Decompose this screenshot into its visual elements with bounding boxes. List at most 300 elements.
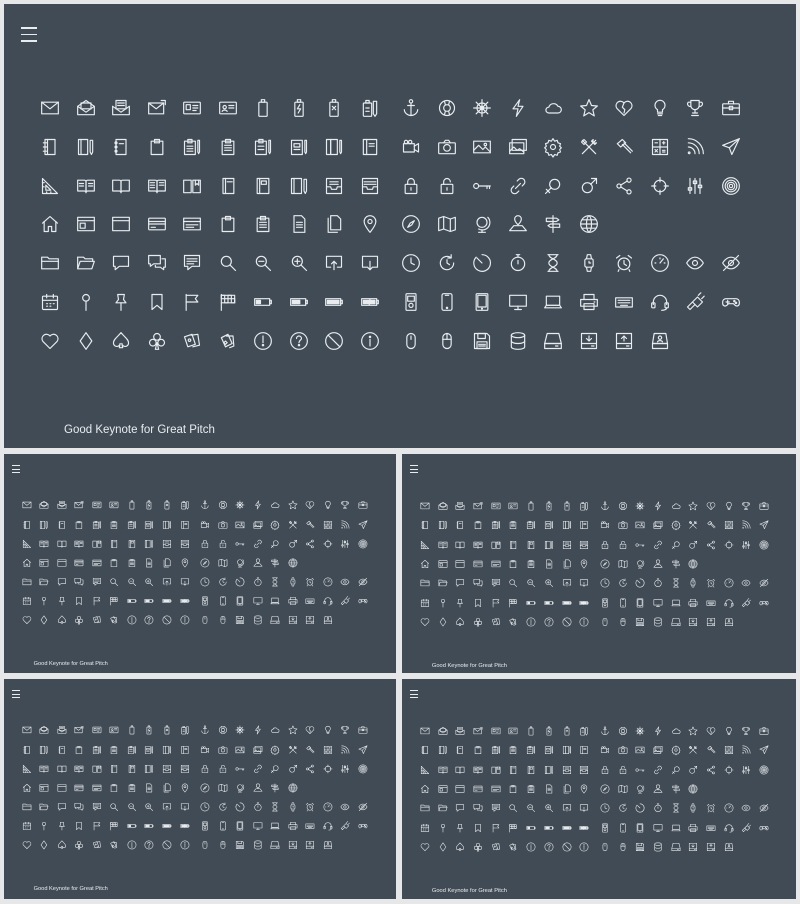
- message-text-icon: [489, 577, 502, 590]
- credit-card-icon: [73, 556, 86, 569]
- envelope-icon: [418, 499, 431, 512]
- info-circle-icon: [178, 614, 191, 627]
- search-icon: [507, 802, 520, 815]
- slide-thumbnail-4[interactable]: [402, 679, 796, 899]
- laptop-icon: [669, 596, 682, 609]
- folder-open-icon: [436, 577, 449, 590]
- lightbulb-icon: [647, 95, 673, 121]
- battery-charging-icon: [143, 724, 156, 737]
- male-icon: [286, 537, 299, 550]
- camera-icon: [216, 518, 229, 531]
- lifebuoy-icon: [216, 724, 229, 737]
- push-pin-icon: [73, 289, 99, 315]
- battery-charge-icon: [178, 820, 191, 833]
- clipboard-pen-icon: [525, 519, 538, 532]
- thumbtack-icon: [55, 595, 68, 608]
- book-pen-icon: [143, 537, 156, 550]
- battery-pen-icon: [578, 724, 591, 737]
- mouse-icon: [598, 840, 611, 853]
- briefcase-icon: [758, 724, 771, 737]
- pictures-icon: [251, 518, 264, 531]
- stopwatch-icon: [651, 577, 664, 590]
- upload-box-icon: [560, 577, 573, 590]
- chat-bubble-icon: [108, 250, 134, 276]
- link-icon: [651, 538, 664, 551]
- folder-open-icon: [38, 576, 51, 589]
- usb-drive-icon: [339, 820, 352, 833]
- document-icon: [286, 211, 312, 237]
- male-icon: [286, 762, 299, 775]
- notepad-icon: [178, 743, 191, 756]
- calculator-icon: [722, 519, 735, 532]
- printer-icon: [687, 596, 700, 609]
- notebook-icon: [418, 519, 431, 532]
- card-icon: [90, 556, 103, 569]
- hamburger-menu-icon[interactable]: [410, 465, 418, 472]
- usb-drive-icon: [339, 595, 352, 608]
- picture-icon: [634, 519, 647, 532]
- clipboard-blank-icon: [108, 781, 121, 794]
- eye-icon: [339, 801, 352, 814]
- envelope-icon: [20, 499, 33, 512]
- star-icon: [687, 724, 700, 737]
- document-list-icon: [125, 556, 138, 569]
- map-pin-icon: [357, 211, 383, 237]
- calendar-icon: [20, 820, 33, 833]
- inbox-stack-icon: [357, 173, 383, 199]
- chat-bubbles-icon: [73, 576, 86, 589]
- monitor-icon: [651, 821, 664, 834]
- documents-icon: [321, 211, 347, 237]
- envelope-letter-icon: [454, 499, 467, 512]
- hourglass-icon: [269, 576, 282, 589]
- open-book-icon: [436, 538, 449, 551]
- inbox-tray-icon: [321, 173, 347, 199]
- message-text-icon: [90, 576, 103, 589]
- anchor-icon: [398, 95, 424, 121]
- book-open-icon: [525, 763, 538, 776]
- slide-thumbnail-1[interactable]: [4, 454, 396, 673]
- smartphone-icon: [616, 596, 629, 609]
- slide-thumbnail-2[interactable]: [402, 454, 796, 673]
- zoom-in-icon: [542, 802, 555, 815]
- playing-cards-icon: [489, 615, 502, 628]
- calendar-icon: [418, 821, 431, 834]
- map-location-icon: [251, 556, 264, 569]
- card-icon: [489, 782, 502, 795]
- laptop-icon: [269, 595, 282, 608]
- notebook-rings-icon: [55, 518, 68, 531]
- folder-icon: [20, 801, 33, 814]
- video-camera-icon: [199, 518, 212, 531]
- hammer-icon: [304, 743, 317, 756]
- refresh-clock-icon: [616, 577, 629, 590]
- playing-cards-fan-icon: [215, 328, 241, 354]
- notepad-pen-icon: [161, 743, 174, 756]
- eye-icon: [740, 802, 753, 815]
- timer-icon: [234, 576, 247, 589]
- database-icon: [251, 839, 264, 852]
- map-icon: [616, 782, 629, 795]
- playing-cards-fan-icon: [108, 839, 121, 852]
- slide-caption: Good Keynote for Great Pitch: [431, 888, 507, 895]
- lightning-icon: [505, 95, 531, 121]
- open-envelope-icon: [38, 499, 51, 512]
- monitor-icon: [651, 596, 664, 609]
- envelope-arrow-icon: [73, 724, 86, 737]
- zoom-out-icon: [250, 250, 276, 276]
- refresh-clock-icon: [216, 576, 229, 589]
- book-icon: [108, 537, 121, 550]
- eye-icon: [339, 576, 352, 589]
- clipboard-text-icon: [108, 743, 121, 756]
- lightbulb-icon: [722, 724, 735, 737]
- folder-icon: [37, 250, 63, 276]
- forbidden-icon: [560, 840, 573, 853]
- folder-icon: [418, 577, 431, 590]
- anchor-icon: [199, 724, 212, 737]
- notepad-pen-icon: [560, 519, 573, 532]
- info-circle-icon: [578, 840, 591, 853]
- compass-icon: [598, 782, 611, 795]
- female-icon: [540, 173, 566, 199]
- speedometer-icon: [321, 576, 334, 589]
- clipboard-check-icon: [143, 743, 156, 756]
- lifebuoy-icon: [216, 499, 229, 512]
- clipboard-text-icon: [215, 134, 241, 160]
- tablet-icon: [469, 289, 495, 315]
- document-list-icon: [125, 781, 138, 794]
- envelope-letter-icon: [55, 724, 68, 737]
- battery-pen-icon: [178, 724, 191, 737]
- paper-plane-icon: [718, 134, 744, 160]
- card-icon: [90, 781, 103, 794]
- id-card-icon: [90, 499, 103, 512]
- clipboard-blank-icon: [507, 557, 520, 570]
- alarm-clock-icon: [705, 802, 718, 815]
- calculator-icon: [321, 518, 334, 531]
- envelope-icon: [20, 724, 33, 737]
- id-card-icon: [489, 724, 502, 737]
- book-icon: [215, 173, 241, 199]
- music-player-icon: [199, 820, 212, 833]
- open-book-text-icon: [144, 173, 170, 199]
- forbidden-icon: [161, 839, 174, 852]
- ship-wheel-icon: [469, 95, 495, 121]
- bookmark-icon: [472, 596, 485, 609]
- paper-plane-icon: [758, 744, 771, 757]
- broken-heart-icon: [304, 724, 317, 737]
- battery-empty-icon: [525, 724, 538, 737]
- rss-icon: [740, 744, 753, 757]
- zoom-in-icon: [143, 576, 156, 589]
- globe-icon: [687, 782, 700, 795]
- trophy-icon: [339, 724, 352, 737]
- browser-window-icon: [38, 556, 51, 569]
- battery-empty-icon: [250, 95, 276, 121]
- inbox-stack-icon: [578, 538, 591, 551]
- open-envelope-icon: [436, 724, 449, 737]
- diamond-icon: [73, 328, 99, 354]
- forbidden-icon: [161, 614, 174, 627]
- envelope-icon: [37, 95, 63, 121]
- drive-download-icon: [687, 615, 700, 628]
- inbox-tray-icon: [560, 538, 573, 551]
- alert-circle-icon: [525, 840, 538, 853]
- book-pen-icon: [542, 763, 555, 776]
- mouse-icon: [398, 328, 424, 354]
- timer-icon: [634, 577, 647, 590]
- globe-stand-icon: [234, 556, 247, 569]
- credit-card-icon: [144, 211, 170, 237]
- paper-plane-icon: [356, 518, 369, 531]
- gamepad-icon: [356, 820, 369, 833]
- briefcase-icon: [356, 724, 369, 737]
- hard-drive-icon: [269, 839, 282, 852]
- printer-icon: [286, 595, 299, 608]
- camera-icon: [434, 134, 460, 160]
- map-location-icon: [651, 782, 664, 795]
- browser-window-icon: [38, 781, 51, 794]
- book-bookmark-icon: [489, 538, 502, 551]
- map-pin-icon: [178, 781, 191, 794]
- playing-cards-icon: [90, 614, 103, 627]
- usb-drive-icon: [740, 821, 753, 834]
- battery-low-icon: [525, 821, 538, 834]
- flag-icon: [90, 595, 103, 608]
- battery-empty-icon: [125, 499, 138, 512]
- book-open-icon: [125, 537, 138, 550]
- battery-high-icon: [161, 595, 174, 608]
- notebook-pen-icon: [436, 744, 449, 757]
- browser-icon: [108, 211, 134, 237]
- eye-off-icon: [356, 801, 369, 814]
- gamepad-icon: [758, 821, 771, 834]
- drive-upload-icon: [705, 840, 718, 853]
- hamburger-menu-icon[interactable]: [12, 690, 20, 697]
- alert-circle-icon: [125, 614, 138, 627]
- help-circle-icon: [542, 840, 555, 853]
- mouse-buttons-icon: [216, 839, 229, 852]
- bookmark-icon: [472, 821, 485, 834]
- bookmark-icon: [73, 595, 86, 608]
- battery-low-icon: [125, 595, 138, 608]
- eye-off-icon: [356, 576, 369, 589]
- printer-icon: [687, 821, 700, 834]
- signpost-icon: [540, 211, 566, 237]
- notepad-icon: [357, 134, 383, 160]
- book-icon: [507, 538, 520, 551]
- target-icon: [356, 537, 369, 550]
- refresh-clock-icon: [434, 250, 460, 276]
- battery-charge-icon: [578, 596, 591, 609]
- open-book-blank-icon: [55, 762, 68, 775]
- notepad-pen-icon: [161, 518, 174, 531]
- clock-icon: [598, 802, 611, 815]
- battery-charging-icon: [143, 499, 156, 512]
- battery-low-icon: [250, 289, 276, 315]
- ruler-triangle-icon: [418, 538, 431, 551]
- share-icon: [611, 173, 637, 199]
- spade-icon: [55, 614, 68, 627]
- camera-icon: [616, 519, 629, 532]
- cloud-icon: [669, 499, 682, 512]
- speedometer-icon: [722, 802, 735, 815]
- wristwatch-icon: [687, 577, 700, 590]
- slide-thumbnail-3[interactable]: [4, 679, 396, 899]
- forbidden-icon: [560, 615, 573, 628]
- checkered-flag-icon: [108, 820, 121, 833]
- flag-icon: [489, 821, 502, 834]
- message-text-icon: [179, 250, 205, 276]
- flag-icon: [489, 596, 502, 609]
- documents-icon: [560, 557, 573, 570]
- timer-icon: [234, 801, 247, 814]
- broken-heart-icon: [705, 724, 718, 737]
- notepad-icon: [578, 519, 591, 532]
- eye-off-icon: [758, 577, 771, 590]
- lifebuoy-icon: [616, 499, 629, 512]
- battery-pen-icon: [178, 499, 191, 512]
- slide-caption: Good Keynote for Great Pitch: [33, 886, 108, 893]
- eye-icon: [740, 577, 753, 590]
- target-icon: [356, 762, 369, 775]
- camera-icon: [216, 743, 229, 756]
- thumbtack-icon: [55, 820, 68, 833]
- crosshair-icon: [722, 763, 735, 776]
- clipboard-blank-icon: [507, 782, 520, 795]
- gear-icon: [540, 134, 566, 160]
- eye-off-icon: [758, 802, 771, 815]
- notepad-icon: [178, 518, 191, 531]
- speedometer-icon: [321, 801, 334, 814]
- gear-icon: [269, 743, 282, 756]
- lightbulb-icon: [722, 499, 735, 512]
- hamburger-menu-icon[interactable]: [12, 465, 20, 472]
- female-icon: [269, 762, 282, 775]
- tablet-icon: [234, 595, 247, 608]
- battery-high-icon: [161, 820, 174, 833]
- headset-icon: [722, 821, 735, 834]
- zoom-out-icon: [125, 801, 138, 814]
- video-camera-icon: [398, 134, 424, 160]
- floppy-disk-icon: [234, 614, 247, 627]
- inbox-tray-icon: [560, 763, 573, 776]
- pictures-icon: [651, 744, 664, 757]
- stopwatch-icon: [505, 250, 531, 276]
- search-icon: [108, 801, 121, 814]
- wristwatch-icon: [286, 801, 299, 814]
- map-icon: [616, 557, 629, 570]
- monitor-icon: [505, 289, 531, 315]
- hourglass-icon: [540, 250, 566, 276]
- notebook-pen-icon: [38, 518, 51, 531]
- slide-caption: Good Keynote for Great Pitch: [431, 663, 507, 670]
- refresh-clock-icon: [616, 802, 629, 815]
- hourglass-icon: [269, 801, 282, 814]
- diamond-icon: [436, 615, 449, 628]
- clipboard-blank-icon: [108, 556, 121, 569]
- push-pin-icon: [436, 596, 449, 609]
- share-icon: [304, 537, 317, 550]
- message-text-icon: [489, 802, 502, 815]
- timer-icon: [469, 250, 495, 276]
- rss-icon: [339, 743, 352, 756]
- unlock-icon: [616, 763, 629, 776]
- info-circle-icon: [357, 328, 383, 354]
- battery-charging-icon: [542, 499, 555, 512]
- notepad-icon: [578, 744, 591, 757]
- notebook-rings-icon: [108, 134, 134, 160]
- thumbtack-icon: [454, 596, 467, 609]
- folder-icon: [418, 802, 431, 815]
- rss-icon: [740, 519, 753, 532]
- hammer-icon: [611, 134, 637, 160]
- anchor-icon: [598, 724, 611, 737]
- book-pen-icon: [286, 173, 312, 199]
- document-icon: [143, 556, 156, 569]
- document-list-icon: [250, 211, 276, 237]
- battery-full-icon: [560, 499, 573, 512]
- hamburger-menu-icon[interactable]: [21, 27, 37, 42]
- video-camera-icon: [199, 743, 212, 756]
- checkered-flag-icon: [215, 289, 241, 315]
- broken-heart-icon: [611, 95, 637, 121]
- monitor-icon: [251, 820, 264, 833]
- alarm-clock-icon: [304, 576, 317, 589]
- download-box-icon: [578, 577, 591, 590]
- battery-charging-icon: [286, 95, 312, 121]
- bookmark-icon: [73, 820, 86, 833]
- hamburger-menu-icon[interactable]: [410, 690, 418, 697]
- checkered-flag-icon: [108, 595, 121, 608]
- browser-window-icon: [73, 211, 99, 237]
- map-pin-icon: [578, 782, 591, 795]
- music-player-icon: [598, 596, 611, 609]
- clipboard-text-icon: [108, 518, 121, 531]
- unlock-icon: [616, 538, 629, 551]
- trophy-icon: [740, 499, 753, 512]
- club-icon: [472, 615, 485, 628]
- floppy-disk-icon: [634, 615, 647, 628]
- info-circle-icon: [178, 839, 191, 852]
- main-slide-preview[interactable]: [4, 4, 796, 448]
- lightning-icon: [251, 499, 264, 512]
- playing-cards-icon: [90, 839, 103, 852]
- inbox-stack-icon: [178, 762, 191, 775]
- battery-medium-icon: [286, 289, 312, 315]
- battery-empty-icon: [525, 499, 538, 512]
- monitor-icon: [251, 595, 264, 608]
- clipboard-pen-icon: [250, 134, 276, 160]
- camera-icon: [616, 744, 629, 757]
- crosshair-icon: [722, 538, 735, 551]
- smartphone-icon: [216, 595, 229, 608]
- zoom-in-icon: [143, 801, 156, 814]
- crosshair-icon: [321, 762, 334, 775]
- star-icon: [286, 499, 299, 512]
- zoom-in-icon: [542, 577, 555, 590]
- open-book-text-icon: [73, 537, 86, 550]
- heart-icon: [418, 840, 431, 853]
- drive-user-icon: [722, 615, 735, 628]
- clipboard-icon: [73, 518, 86, 531]
- key-icon: [234, 762, 247, 775]
- calendar-icon: [37, 289, 63, 315]
- sliders-icon: [740, 538, 753, 551]
- briefcase-icon: [718, 95, 744, 121]
- info-circle-icon: [578, 615, 591, 628]
